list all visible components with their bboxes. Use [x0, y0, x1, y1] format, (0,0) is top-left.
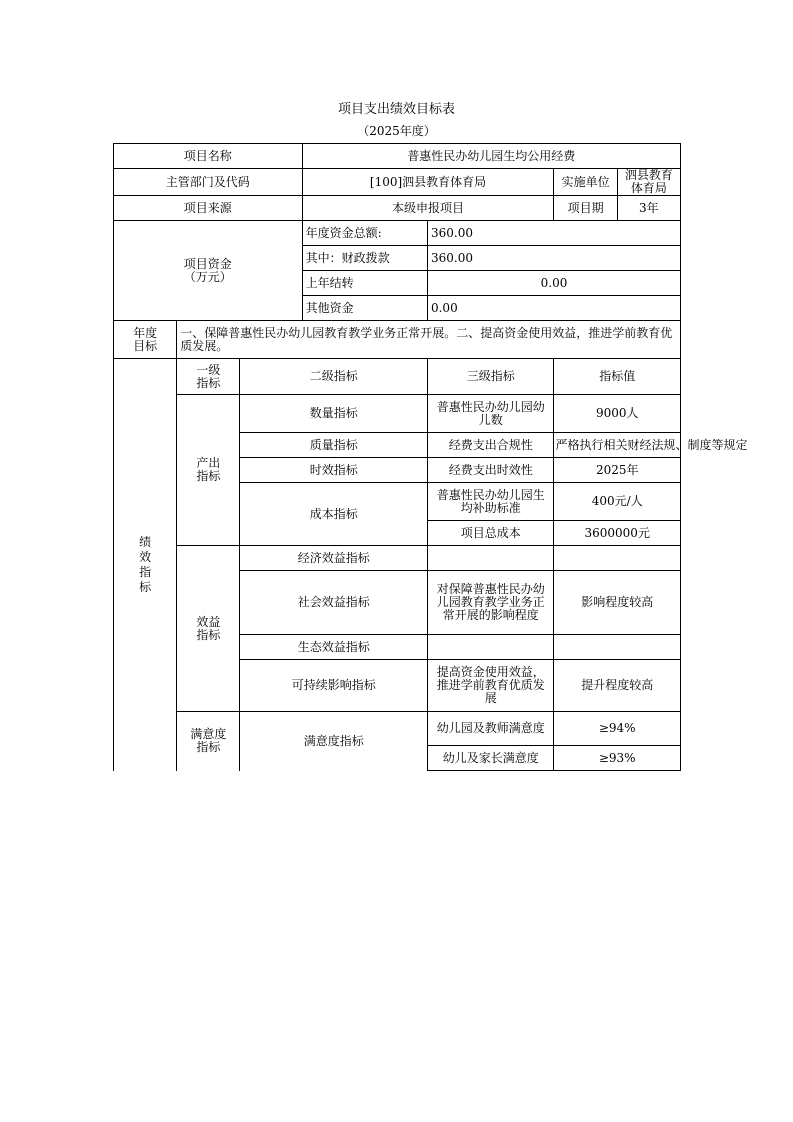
quantity-value: 9000人 [554, 395, 681, 433]
impl-unit-value: 泗县教育体育局 [617, 169, 680, 196]
cost-value-total: 3600000元 [554, 521, 681, 546]
funds-other-value: 0.00 [427, 296, 680, 321]
source-value: 本级申报项目 [302, 196, 554, 221]
quality-item: 经费支出合规性 [427, 433, 553, 458]
project-name-value: 普惠性民办幼儿园生均公用经费 [302, 144, 680, 169]
social-indicator-label: 社会效益指标 [240, 571, 428, 635]
row-benefit-economic [114, 546, 681, 571]
performance-indicators-text: 绩效指标 [139, 534, 152, 594]
sustainable-indicator-label: 可持续影响指标 [240, 660, 428, 712]
annual-goal-label [114, 321, 177, 359]
satisfaction-value-parents: ≥93% [554, 746, 681, 771]
row-output-quantity [114, 395, 681, 433]
source-label: 项目来源 [114, 196, 303, 221]
ecological-value [554, 635, 681, 660]
header-value: 指标值 [554, 359, 681, 395]
satisfaction-indicator-label [177, 712, 240, 771]
satisfaction-item-parents: 幼儿及家长满意度 [427, 746, 553, 771]
ecological-item [427, 635, 553, 660]
row-indicator-header [114, 359, 681, 395]
output-indicator-label [177, 395, 240, 546]
economic-item [427, 546, 553, 571]
cost-item-total: 项目总成本 [427, 521, 553, 546]
time-item: 经费支出时效性 [427, 458, 553, 483]
page-subtitle: （2025年度） [357, 124, 436, 138]
cost-item-standard: 普惠性民办幼儿园生均补助标准 [427, 483, 553, 521]
header-level1 [177, 359, 240, 395]
economic-value [554, 546, 681, 571]
quality-indicator-label: 质量指标 [240, 433, 428, 458]
satisfaction-sub-label: 满意度指标 [240, 712, 428, 771]
satisfaction-value-teachers: ≥94% [554, 712, 681, 746]
funds-unit: （万元） [183, 269, 232, 284]
annual-goal-label-text: 年度目标 [133, 325, 158, 353]
header-level3: 三级指标 [427, 359, 553, 395]
page-title: 项目支出绩效目标表 [337, 102, 455, 117]
funds-label-cell [114, 221, 303, 321]
ecological-indicator-label: 生态效益指标 [240, 635, 428, 660]
output-indicator-text: 产出指标 [196, 456, 221, 483]
impl-unit-label: 实施单位 [554, 169, 617, 196]
social-item: 对保障普惠性民办幼儿园教育教学业务正常开展的影响程度 [427, 571, 553, 635]
social-value: 影响程度较高 [554, 571, 681, 635]
performance-table [113, 143, 748, 771]
dept-label: 主管部门及代码 [114, 169, 303, 196]
header-level1-text: 一级指标 [196, 362, 221, 390]
dept-value: [100]泗县教育体育局 [302, 169, 554, 196]
cost-indicator-label: 成本指标 [240, 483, 428, 546]
benefit-indicator-label [177, 546, 240, 712]
row-funds-total [114, 221, 681, 246]
annual-goal-text: 一、保障普惠性民办幼儿园教育教学业务正常开展。二、提高资金使用效益，推进学前教育优质发展。 [177, 321, 681, 359]
funds-carryover-label: 上年结转 [302, 271, 427, 296]
economic-indicator-label: 经济效益指标 [240, 546, 428, 571]
period-label: 项目期 [554, 196, 617, 221]
period-value: 3年 [617, 196, 680, 221]
cost-value-standard: 400元/人 [554, 483, 681, 521]
row-department [114, 169, 681, 196]
header-level2: 二级指标 [240, 359, 428, 395]
row-satisfaction-teachers [114, 712, 681, 746]
funds-label: 项目资金 [183, 256, 232, 271]
project-name-label: 项目名称 [114, 144, 303, 169]
funds-other-label: 其他资金 [302, 296, 427, 321]
quantity-item: 普惠性民办幼儿园幼儿数 [427, 395, 553, 433]
quality-value: 严格执行相关财经法规、制度等规定 [554, 433, 681, 458]
row-annual-goal [114, 321, 681, 359]
row-project-name [114, 144, 681, 169]
funds-carryover-value: 0.00 [427, 271, 680, 296]
satisfaction-item-teachers: 幼儿园及教师满意度 [427, 712, 553, 746]
performance-indicators-label [114, 359, 177, 771]
funds-total-value: 360.00 [427, 221, 680, 246]
sustainable-value: 提升程度较高 [554, 660, 681, 712]
benefit-indicator-text: 效益指标 [196, 614, 221, 642]
satisfaction-indicator-text: 满意度指标 [190, 727, 227, 755]
sustainable-item: 提高资金使用效益，推进学前教育优质发展 [427, 660, 553, 712]
quantity-indicator-label: 数量指标 [240, 395, 428, 433]
funds-fiscal-label: 其中：财政拨款 [302, 246, 427, 271]
row-source [114, 196, 681, 221]
time-value: 2025年 [554, 458, 681, 483]
funds-fiscal-value: 360.00 [427, 246, 680, 271]
funds-total-label: 年度资金总额: [302, 221, 427, 246]
time-indicator-label: 时效指标 [240, 458, 428, 483]
